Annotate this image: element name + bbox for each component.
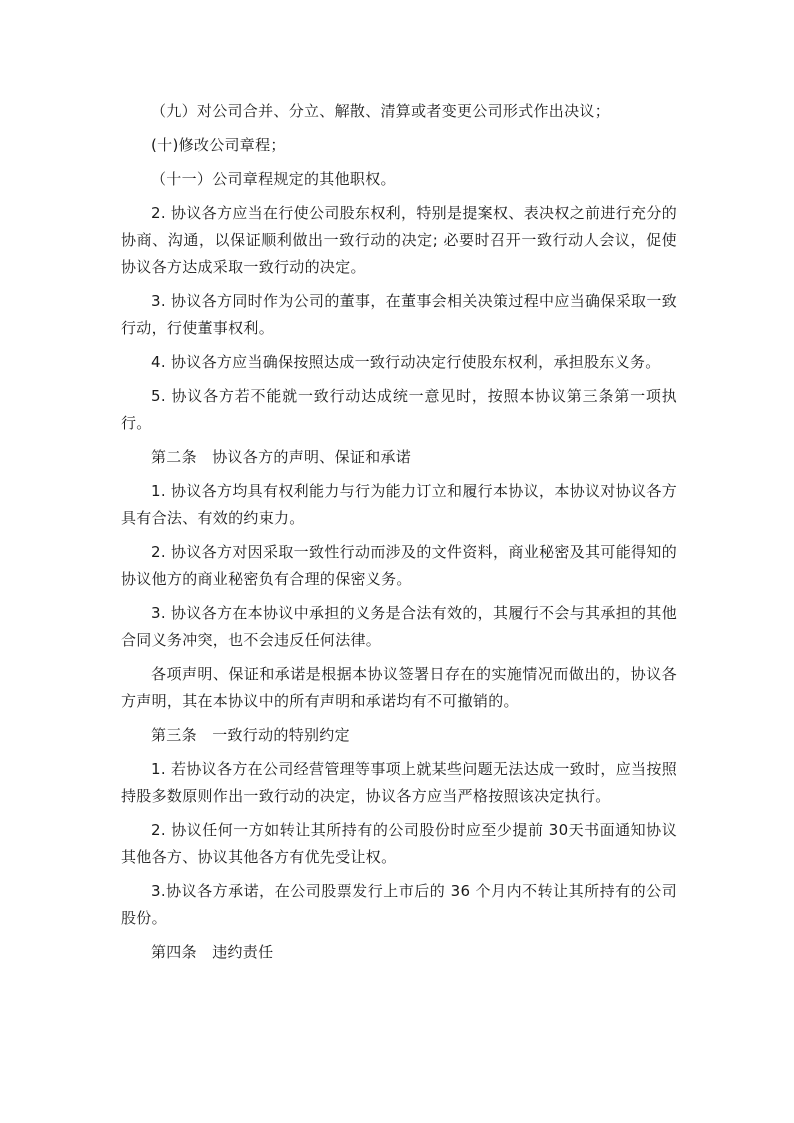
article-4-heading: 第四条 违约责任 (151, 943, 274, 961)
article1-point-5: 5. 协议各方若不能就一致行动达成统一意见时，按照本协议第三条第一项执行。 (121, 387, 677, 432)
article2-point-1: 1. 协议各方均具有权利能力与行为能力订立和履行本协议，本协议对协议各方具有合法、有效的约束力。 (121, 482, 677, 527)
clause-item-9: （九）对公司合并、分立、解散、清算或者变更公司形式作出决议； (151, 102, 611, 120)
clause-item-10: (十)修改公司章程； (151, 136, 286, 154)
article1-point-2: 2. 协议各方应当在行使公司股东权利，特别是提案权、表决权之前进行充分的协商、沟通，以保证顺利做出一致行动的决定; 必要时召开一致行动人会议，促使协议各方达成采取一致行动的决定。 (121, 204, 677, 276)
article3-point-1: 1. 若协议各方在公司经营管理等事项上就某些问题无法达成一致时，应当按照持股多数原则作出一致行动的决定，协议各方应当严格按照该决定执行。 (121, 760, 677, 805)
article3-point-3: 3.协议各方承诺，在公司股票发行上市后的 36 个月内不转让其所持有的公司股份。 (121, 882, 677, 927)
article1-point-4: 4. 协议各方应当确保按照达成一致行动决定行使股东权利，承担股东义务。 (151, 353, 661, 371)
document-body (121, 98, 677, 973)
article2-point-2: 2. 协议各方对因采取一致性行动而涉及的文件资料，商业秘密及其可能得知的协议他方的商业秘密负有合理的保密义务。 (121, 543, 677, 588)
article3-point-2: 2. 协议任何一方如转让其所持有的公司股份时应至少提前 30天书面通知协议其他各方、协议其他各方有优先受让权。 (121, 821, 677, 866)
article2-point-3: 3. 协议各方在本协议中承担的义务是合法有效的，其履行不会与其承担的其他合同义务冲突，也不会违反任何法律。 (121, 604, 677, 649)
article-3-heading: 第三条 一致行动的特别约定 (151, 726, 350, 744)
article2-statement: 各项声明、保证和承诺是根据本协议签署日存在的实施情况而做出的，协议各方声明，其在本协议中的所有声明和承诺均有不可撤销的。 (121, 665, 677, 710)
article1-point-3: 3. 协议各方同时作为公司的董事，在董事会相关决策过程中应当确保采取一致行动，行使董事权利。 (121, 292, 677, 337)
article-2-heading: 第二条 协议各方的声明、保证和承诺 (151, 448, 412, 466)
clause-item-11: （十一）公司章程规定的其他职权。 (151, 170, 396, 188)
